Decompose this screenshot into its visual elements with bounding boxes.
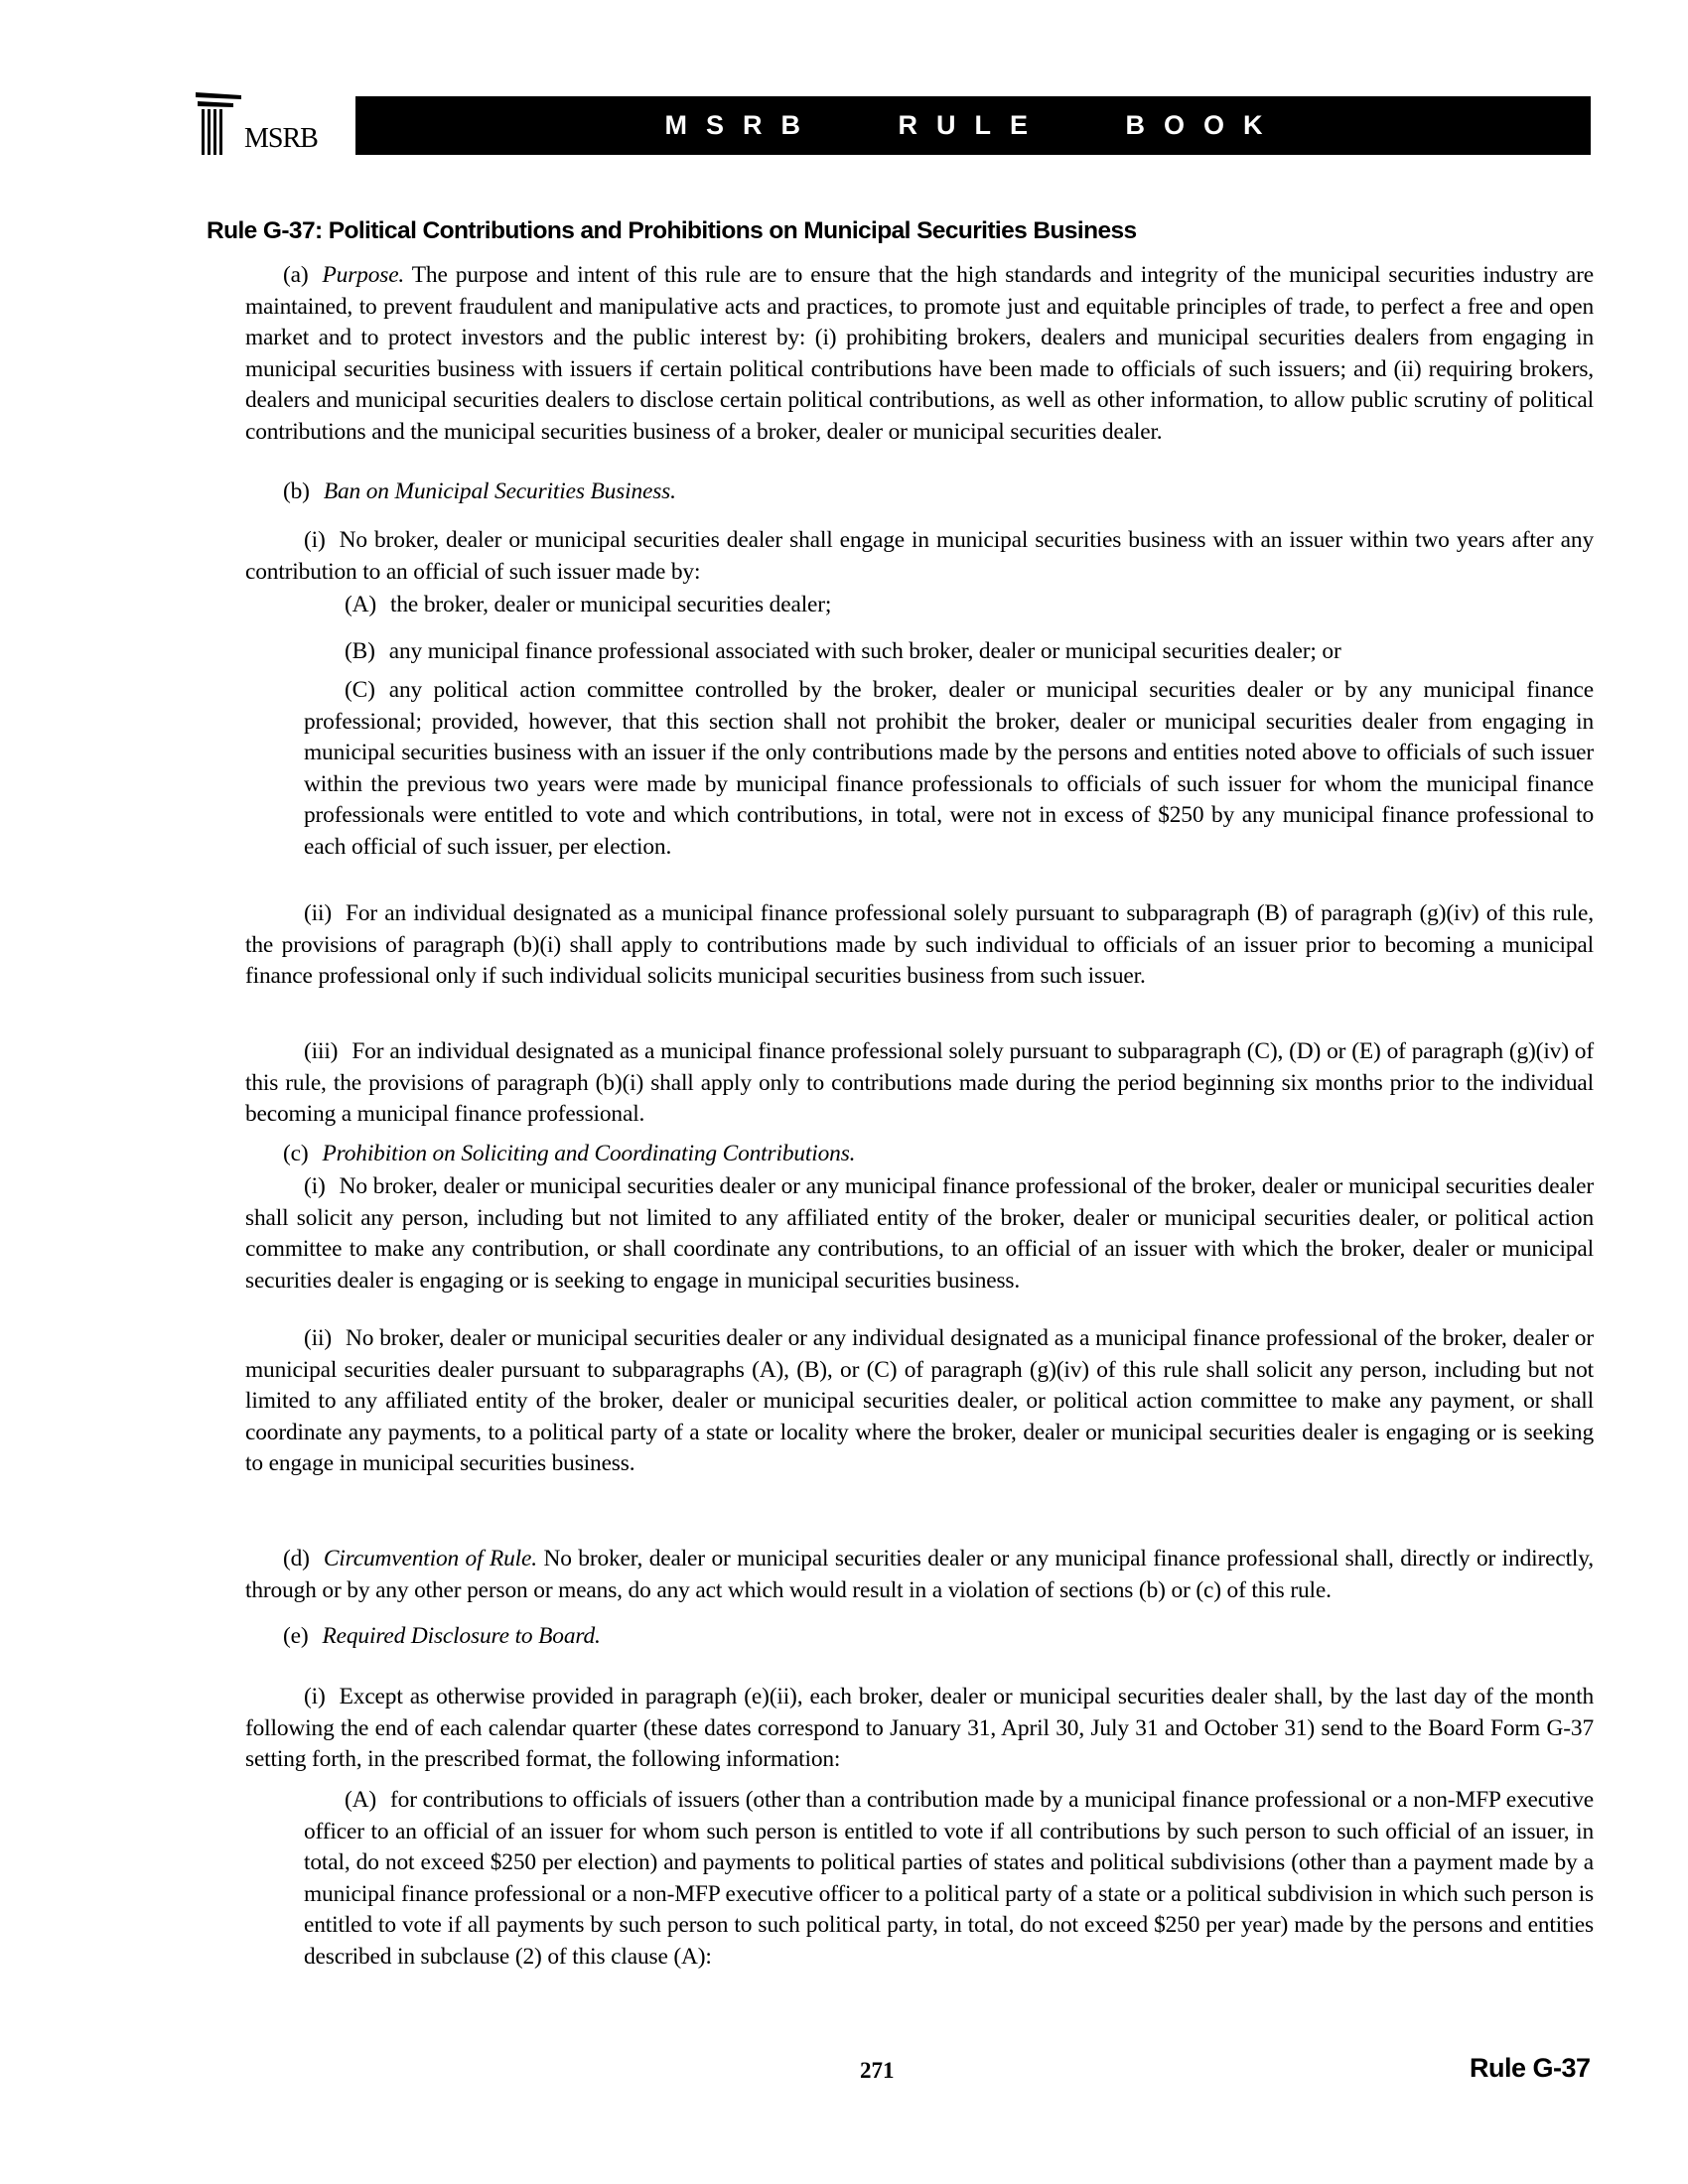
rule-paragraph (245, 477, 1594, 508)
rule-paragraph (245, 1139, 1594, 1170)
paragraph-text: for contributions to officials of issuers (other than a contribution made by a municipal finance professional or a non-MFP executive officer to an official of an issuer for whom such person is entitled to vote if all contributions by such person to such official of an issuer, in total, do not exceed $250 per election) and payments to political parties of states and political subdivisions (other than a payment made by a municipal finance professional or a non-MFP executive officer to a political party of a state or a political subdivision in which such person is entitled to vote if all payments by such person to such political party, in total, do not exceed $250 per year) made by the persons and entities described in subclause (2) of this clause (A): (304, 1787, 1594, 1970)
rule-paragraph (245, 1682, 1594, 1776)
paragraph-label: (i) (304, 527, 326, 553)
paragraph-heading: Circumvention of Rule. (323, 1546, 537, 1571)
paragraph-text: No broker, dealer or municipal securities dealer or any municipal finance professional of the broker, dealer or municipal securities dealer shall solicit any person, including but not limited to any affiliated entity of the broker, dealer or municipal securities dealer, or political action committee to make any contribution, or shall coordinate any contributions, to an official of an issuer with which the broker, dealer or municipal securities dealer is engaging or is seeking to engage in municipal securities business. (245, 1173, 1594, 1294)
rule-paragraph (245, 525, 1594, 588)
rule-paragraph (304, 590, 1594, 621)
paragraph-label: (ii) (304, 1325, 332, 1351)
paragraph-text: For an individual designated as a municipal finance professional solely pursuant to subparagraph (C), (D) or (E) of paragraph (g)(iv) of this rule, the provisions of paragraph (b)(i) shall apply only to contributions made during the period beginning six months prior to the individual becoming a municipal finance professional. (245, 1038, 1594, 1127)
rule-paragraph (245, 1323, 1594, 1480)
paragraph-text: Except as otherwise provided in paragraph (e)(ii), each broker, dealer or municipal securities dealer shall, by the last day of the month following the end of each calendar quarter (these dates correspond to January 31, April 30, July 31 and October 31) send to the Board Form G-37 setting forth, in the prescribed format, the following information: (245, 1684, 1594, 1772)
paragraph-label: (ii) (304, 900, 332, 926)
rule-paragraph (245, 1036, 1594, 1131)
paragraph-text: any municipal finance professional associated with such broker, dealer or municipal securities dealer; or (388, 638, 1341, 664)
rule-paragraph (245, 1544, 1594, 1606)
paragraph-text: No broker, dealer or municipal securities dealer or any municipal finance professional shall, directly or indirectly, through or by any other person or means, do any act which would result in a violation of sections (b) or (c) of this rule. (245, 1546, 1594, 1603)
paragraph-label: (e) (283, 1623, 309, 1649)
rule-book-banner (355, 96, 1591, 155)
paragraph-text: the broker, dealer or municipal securities dealer; (390, 592, 832, 617)
paragraph-label: (i) (304, 1684, 326, 1709)
rule-paragraph (304, 1785, 1594, 1973)
paragraph-label: (c) (283, 1141, 309, 1166)
paragraph-label: (B) (345, 638, 375, 664)
paragraph-text: The purpose and intent of this rule are to ensure that the high standards and integrity of the municipal securities industry are maintained, to prevent fraudulent and manipulative acts and practices, to promote just and equitable principles of trade, to perfect a free and open market and to protect investors and the public interest by: (i) prohibiting brokers, dealers and municipal securities dealers from engaging in municipal securities business with issuers if certain political contributions have been made to officials of such issuers; and (ii) requiring brokers, dealers and municipal securities dealers to disclose certain political contributions, as well as other information, to allow public scrutiny of political contributions and the municipal securities business of a broker, dealer or municipal securities dealer. (245, 262, 1594, 445)
paragraph-label: (i) (304, 1173, 326, 1199)
paragraph-text: No broker, dealer or municipal securities dealer shall engage in municipal securities business with an issuer within two years after any contribution to an official of such issuer made by: (245, 527, 1594, 585)
paragraph-text: No broker, dealer or municipal securities dealer or any individual designated as a municipal finance professional of the broker, dealer or municipal securities dealer pursuant to subparagraphs (A), (B), or (C) of paragraph (g)(iv) of this rule shall solicit any person, including but not limited to any affiliated entity of the broker, dealer or municipal securities dealer, or political action committee to make any payment, or shall coordinate any payments, to a political party of a state or locality where the broker, dealer or municipal securities dealer is engaging or is seeking to engage in municipal securities business. (245, 1325, 1594, 1476)
paragraph-heading: Ban on Municipal Securities Business. (323, 478, 676, 504)
rule-paragraph (245, 1171, 1594, 1297)
paragraph-label: (d) (283, 1546, 310, 1571)
rule-paragraph (245, 898, 1594, 993)
rule-title: Rule G-37: Political Contributions and Prohibitions on Municipal Securities Business (207, 217, 1137, 244)
footer-rule-label: Rule G-37 (1470, 2053, 1591, 2083)
paragraph-label: (iii) (304, 1038, 339, 1064)
logo-text: MSRB (244, 123, 318, 154)
rule-paragraph (304, 675, 1594, 863)
paragraph-heading: Required Disclosure to Board. (322, 1623, 601, 1649)
rule-paragraph (245, 260, 1594, 448)
page-number: 271 (860, 2058, 895, 2083)
paragraph-label: (b) (283, 478, 310, 504)
paragraph-label: (a) (283, 262, 309, 288)
banner-text: MSRB RULE BOOK (664, 110, 1282, 140)
paragraph-heading: Purpose. (322, 262, 405, 288)
paragraph-heading: Prohibition on Soliciting and Coordinating Contributions. (322, 1141, 856, 1166)
paragraph-label: (C) (345, 677, 375, 703)
paragraph-text: For an individual designated as a municipal finance professional solely pursuant to subparagraph (B) of paragraph (g)(iv) of this rule, the provisions of paragraph (b)(i) shall apply to contributions made by such individual to officials of an issuer prior to becoming a municipal finance professional only if such individual solicits municipal securities business from such issuer. (245, 900, 1594, 989)
paragraph-text: any political action committee controlled by the broker, dealer or municipal securities dealer or by any municipal finance professional; provided, however, that this section shall not prohibit the broker, dealer or municipal securities dealer from engaging in municipal securities business with an issuer if the only contributions made by the persons and entities noted above to officials of such issuer within the previous two years were made by municipal finance professionals to officials of such issuer for whom the municipal finance professionals were entitled to vote and which contributions, in total, were not in excess of $250 by any municipal finance professional to each official of such issuer, per election. (304, 677, 1594, 860)
paragraph-label: (A) (345, 1787, 377, 1813)
paragraph-label: (A) (345, 592, 377, 617)
rule-paragraph (245, 1621, 1594, 1653)
rule-paragraph (304, 636, 1594, 668)
